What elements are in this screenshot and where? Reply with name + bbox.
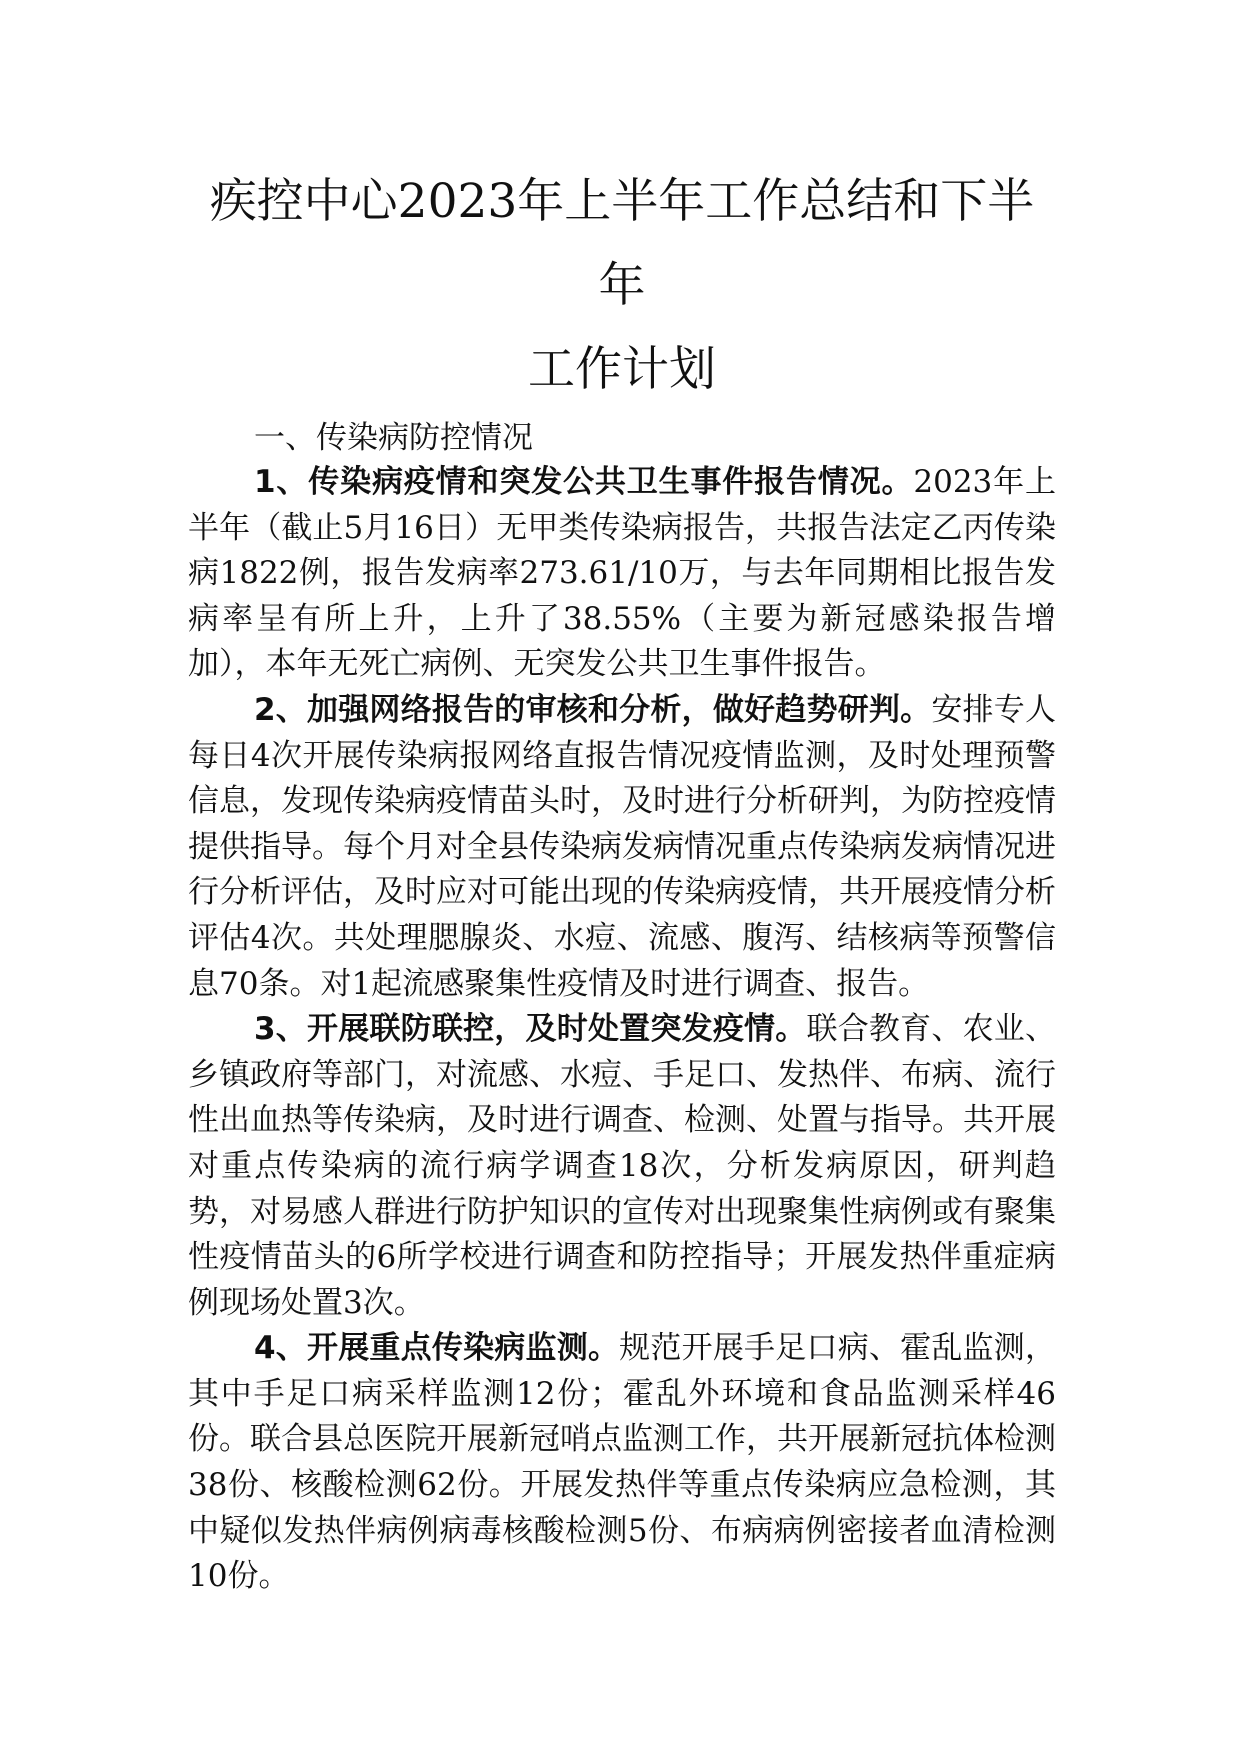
paragraph-2 [188,688,1056,1007]
paragraph-4-body: 规范开展手足口病、霍乱监测，其中手足口病采样监测12份；霍乱外环境和食品监测采样46份。联合县总医院开展新冠哨点监测工作，共开展新冠抗体检测38份、核酸检测62份。开展发热伴等重点传染病应急检测，其中疑似发热伴病例病毒核酸检测5份、布病病例密接者血清检测10份。 [188,1330,1056,1595]
document-page [188,160,1056,1600]
paragraph-4 [188,1326,1056,1600]
section-heading-infectious-disease: 一、传染病防控情况 [254,420,533,456]
paragraph-2-body: 安排专人每日4次开展传染病报网络直报告情况疫情监测，及时处理预警信息，发现传染病疫情苗头时，及时进行分析研判，为防控疫情提供指导。每个月对全县传染病发病情况重点传染病发病情况进行分析评估，及时应对可能出现的传染病疫情，共开展疫情分析评估4次。共处理腮腺炎、水痘、流感、腹泻、结核病等预警信息70条。对1起流感聚集性疫情及时进行调查、报告。 [188,691,1056,1002]
paragraph-3-body: 联合教育、农业、乡镇政府等部门，对流感、水痘、手足口、发热伴、布病、流行性出血热等传染病，及时进行调查、检测、处置与指导。共开展对重点传染病的流行病学调查18次，分析发病原因，研判趋势，对易感人群进行防护知识的宣传对出现聚集性病例或有聚集性疫情苗头的6所学校进行调查和防控指导；开展发热伴重症病例现场处置3次。 [188,1011,1057,1321]
paragraph-4-lead: 4、开展重点传染病监测。 [254,1330,620,1367]
paragraph-2-lead: 2、加强网络报告的审核和分析，做好趋势研判。 [254,691,932,728]
document-title [188,160,1056,412]
paragraph-3 [188,1007,1056,1326]
paragraph-1-lead: 1、传染病疫情和突发公共卫生事件报告情况。 [254,464,914,500]
title-line-2: 工作计划 [528,342,716,397]
paragraph-1 [188,460,1056,688]
paragraph-1-body: 2023年上半年（截止5月16日）无甲类传染病报告，共报告法定乙丙传染病1822例，报告发病率273.61/10万，与去年同期相比报告发病率呈有所上升，上升了38.55%（主要为新冠感染报告增加），本年无死亡病例、无突发公共卫生事件报告。 [188,464,1056,683]
title-line-1: 疾控中心2023年上半年工作总结和下半年 [209,174,1035,313]
paragraph-3-lead: 3、开展联防联控，及时处置突发疫情。 [254,1011,807,1048]
